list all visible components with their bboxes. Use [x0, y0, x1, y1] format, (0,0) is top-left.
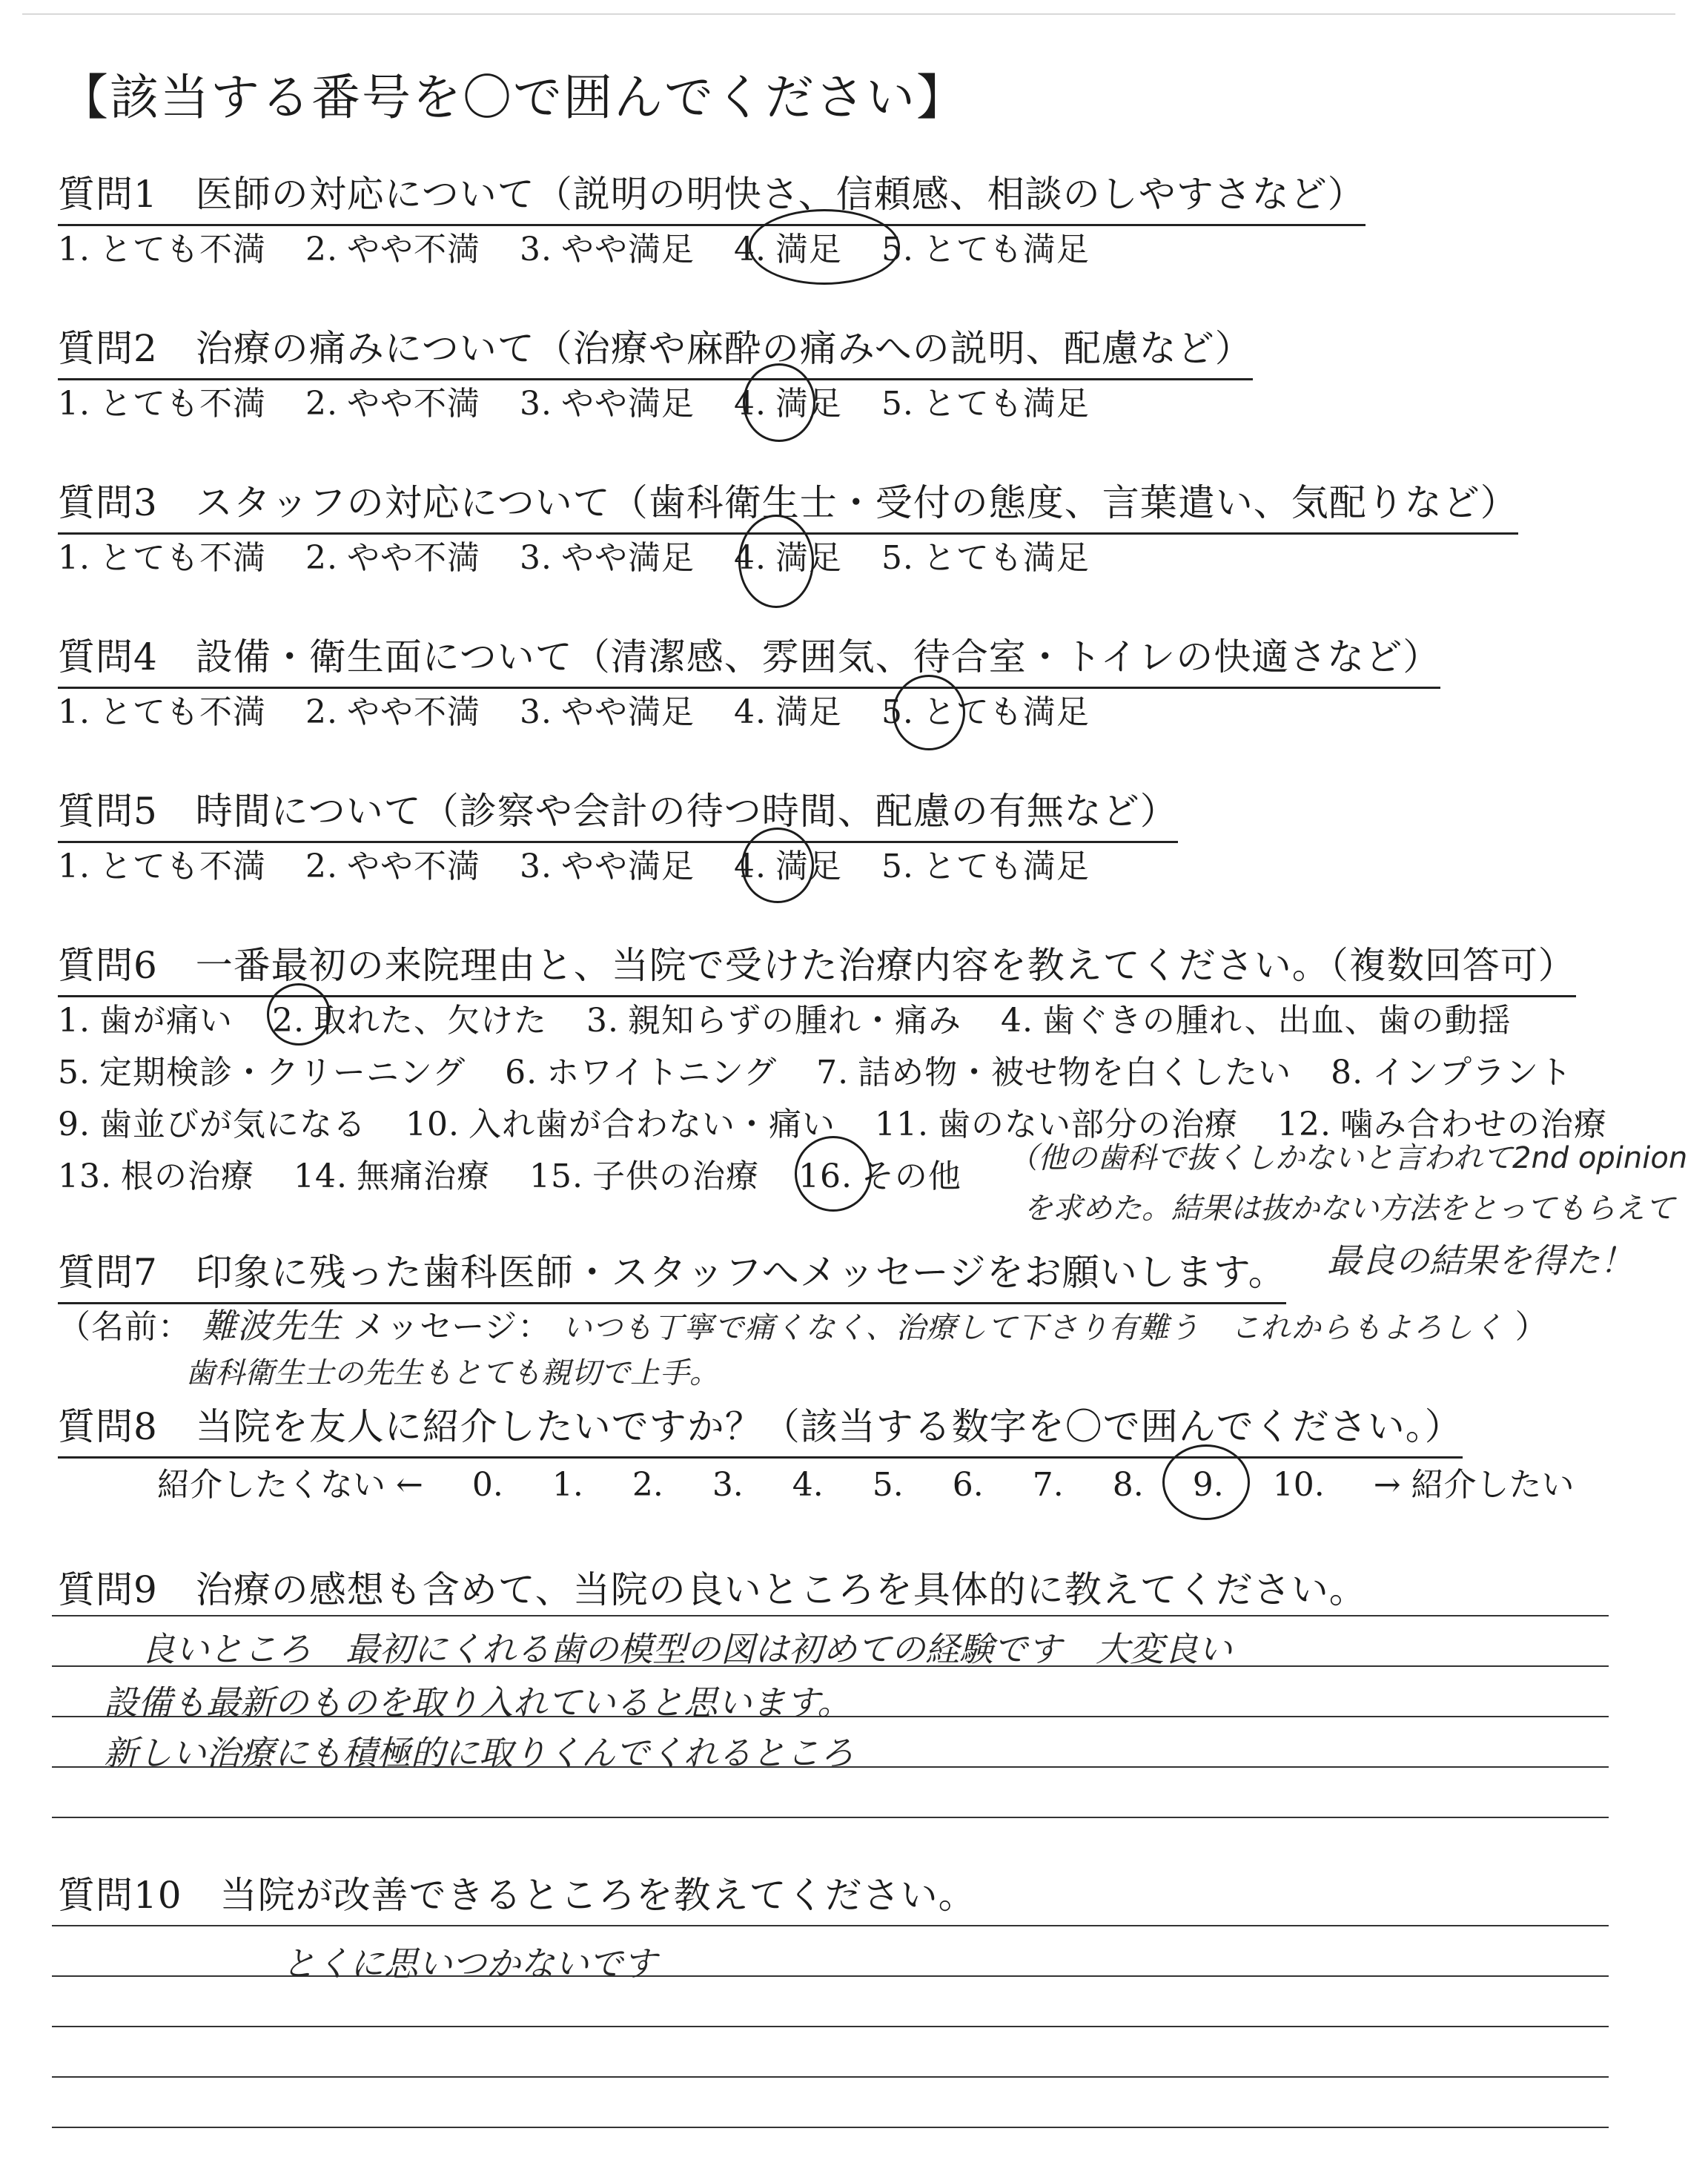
question-1-heading: 質問1 医師の対応について（説明の明快さ、信頼感、相談のしやすさなど） — [58, 165, 1366, 226]
other-reason-handwritten-line-3: 最良の結果を得た！ — [1327, 1241, 1634, 1281]
question-6-row-2 — [58, 1046, 1601, 1093]
answer-circle-q2 — [743, 363, 815, 442]
question-8-heading: 質問8 当院を友人に紹介したいですか？（該当する数字を〇で囲んでください。） — [58, 1397, 1463, 1459]
option-1[interactable]: 1. とても不満 — [58, 848, 266, 885]
scale-5[interactable]: 5. — [872, 1466, 904, 1504]
answer-circle-q6-16 — [795, 1136, 872, 1212]
answer-circle-q5 — [741, 828, 814, 903]
scale-10[interactable]: 10. — [1272, 1466, 1325, 1504]
scale-1[interactable]: 1. — [552, 1466, 583, 1504]
reason-option-9[interactable]: 9. 歯並びが気になる — [58, 1106, 366, 1143]
option-1[interactable]: 1. とても不満 — [58, 231, 266, 268]
reason-option-10[interactable]: 10. 入れ歯が合わない・痛い — [405, 1106, 835, 1143]
answer-line — [52, 1615, 1609, 1616]
question-7-heading: 質問7 印象に残った歯科医師・スタッフへメッセージをお願いします。 — [58, 1243, 1286, 1304]
question-10-heading: 質問10 当院が改善できるところを教えてください。 — [58, 1874, 976, 1917]
q9-answer-line-1[interactable]: 良いところ 最初にくれる歯の模型の図は初めての経験です 大変良い — [141, 1629, 1232, 1669]
answer-circle-q1 — [749, 209, 900, 285]
q10-answer-line-1[interactable]: とくに思いつかないです — [282, 1943, 657, 1984]
reason-option-11[interactable]: 11. 歯のない部分の治療 — [874, 1106, 1238, 1143]
message-value[interactable]: いつも丁寧で痛くなく、治療して下さり有難う これからもよろしく — [562, 1311, 1504, 1345]
reason-option-15[interactable]: 15. 子供の治療 — [529, 1157, 759, 1195]
recommend-scale — [157, 1458, 1613, 1505]
question-7-message-line — [58, 1299, 1549, 1348]
option-4[interactable]: 4. 満足 — [733, 848, 842, 885]
answer-circle-q4 — [893, 675, 965, 750]
option-3[interactable]: 3. やや満足 — [519, 231, 695, 268]
reason-option-14[interactable]: 14. 無痛治療 — [293, 1157, 490, 1195]
close-paren: ） — [1515, 1308, 1549, 1346]
scale-left-label: 紹介したくない ← — [157, 1466, 423, 1504]
scale-7[interactable]: 7. — [1032, 1466, 1064, 1504]
option-1[interactable]: 1. とても不満 — [58, 385, 266, 423]
message-label: メッセージ： — [353, 1308, 552, 1346]
reason-option-3[interactable]: 3. 親知らずの腫れ・痛み — [586, 1002, 961, 1040]
reason-option-16[interactable]: 16. その他 — [798, 1157, 961, 1195]
option-5[interactable]: 5. とても満足 — [881, 539, 1090, 577]
reason-option-1[interactable]: 1. 歯が痛い — [58, 1002, 233, 1040]
scale-0[interactable]: 0. — [471, 1466, 503, 1504]
question-3-options — [58, 531, 1118, 578]
reason-option-7[interactable]: 7. 詰め物・被せ物を白くしたい — [816, 1054, 1292, 1091]
option-5[interactable]: 5. とても満足 — [881, 848, 1090, 885]
reason-option-5[interactable]: 5. 定期検診・クリーニング — [58, 1054, 466, 1091]
option-4[interactable]: 4. 満足 — [733, 693, 842, 731]
option-3[interactable]: 3. やや満足 — [519, 693, 695, 731]
q9-answer-line-2[interactable]: 設備も最新のものを取り入れていると思います。 — [104, 1682, 852, 1723]
answer-line — [52, 2127, 1609, 2128]
question-1-options — [58, 222, 1118, 270]
option-4[interactable]: 4. 満足 — [733, 385, 842, 423]
question-3-heading: 質問3 スタッフの対応について（歯科衛生士・受付の態度、言葉遣い、気配りなど） — [58, 473, 1518, 535]
answer-circle-q8 — [1162, 1444, 1250, 1520]
question-5-options — [58, 839, 1118, 887]
question-2-heading: 質問2 治療の痛みについて（治療や麻酔の痛みへの説明、配慮など） — [58, 319, 1253, 380]
reason-option-2[interactable]: 2. 取れた、欠けた — [271, 1002, 547, 1040]
page-top-border — [22, 13, 1675, 15]
reason-option-6[interactable]: 6. ホワイトニング — [505, 1054, 778, 1091]
option-2[interactable]: 2. やや不満 — [305, 848, 480, 885]
scale-6[interactable]: 6. — [952, 1466, 984, 1504]
reason-option-13[interactable]: 13. 根の治療 — [58, 1157, 254, 1195]
question-9-heading: 質問9 治療の感想も含めて、当院の良いところを具体的に教えてください。 — [58, 1568, 1367, 1611]
scale-8[interactable]: 8. — [1112, 1466, 1144, 1504]
option-5[interactable]: 5. とても満足 — [881, 385, 1090, 423]
answer-line — [52, 1817, 1609, 1818]
answer-line — [52, 2026, 1609, 2027]
reason-option-8[interactable]: 8. インプラント — [1331, 1054, 1573, 1091]
answer-line — [52, 1925, 1609, 1926]
option-2[interactable]: 2. やや不満 — [305, 693, 480, 731]
q9-answer-line-3[interactable]: 新しい治療にも積極的に取りくんでくれるところ — [104, 1733, 854, 1773]
option-3[interactable]: 3. やや満足 — [519, 539, 695, 577]
question-5-heading: 質問5 時間について（診察や会計の待つ時間、配慮の有無など） — [58, 782, 1178, 843]
answer-circle-q3 — [738, 515, 814, 608]
scale-9[interactable]: 9. — [1192, 1466, 1224, 1504]
question-6-heading: 質問6 一番最初の来院理由と、当院で受けた治療内容を教えてください。（複数回答可） — [58, 936, 1576, 997]
scale-3[interactable]: 3. — [712, 1466, 744, 1504]
name-label: （名前： — [58, 1308, 191, 1346]
option-1[interactable]: 1. とても不満 — [58, 693, 266, 731]
answer-line — [52, 2076, 1609, 2078]
option-2[interactable]: 2. やや不満 — [305, 231, 480, 268]
other-reason-handwritten-line-1: （他の歯科で抜くしかないと言われて2nd opinion — [1008, 1141, 1688, 1175]
option-3[interactable]: 3. やや満足 — [519, 848, 695, 885]
option-2[interactable]: 2. やや不満 — [305, 539, 480, 577]
answer-circle-q6-2 — [267, 983, 331, 1046]
question-2-options — [58, 377, 1118, 424]
question-4-heading: 質問4 設備・衛生面について（清潔感、雰囲気、待合室・トイレの快適さなど） — [58, 627, 1440, 689]
option-4[interactable]: 4. 満足 — [733, 539, 842, 577]
form-title: 【該当する番号を〇で囲んでください】 — [59, 69, 967, 126]
other-reason-handwritten-line-2: を求めた。結果は抜かない方法をとってもらえて — [1023, 1192, 1675, 1226]
option-5[interactable]: 5. とても満足 — [881, 231, 1090, 268]
option-4[interactable]: 4. 満足 — [733, 231, 842, 268]
scale-right-label: → 紹介したい — [1373, 1466, 1575, 1504]
option-3[interactable]: 3. やや満足 — [519, 385, 695, 423]
scale-4[interactable]: 4. — [792, 1466, 824, 1504]
option-2[interactable]: 2. やや不満 — [305, 385, 480, 423]
name-value[interactable]: 難波先生 — [202, 1306, 342, 1346]
message-value-line-2: 歯科衛生士の先生もとても親切で上手。 — [185, 1356, 719, 1390]
reason-option-4[interactable]: 4. 歯ぐきの腫れ、出血、歯の動揺 — [1000, 1002, 1512, 1040]
option-5[interactable]: 5. とても満足 — [881, 693, 1090, 731]
scale-2[interactable]: 2. — [632, 1466, 663, 1504]
reason-option-12[interactable]: 12. 噛み合わせの治療 — [1277, 1106, 1607, 1143]
option-1[interactable]: 1. とても不満 — [58, 539, 266, 577]
